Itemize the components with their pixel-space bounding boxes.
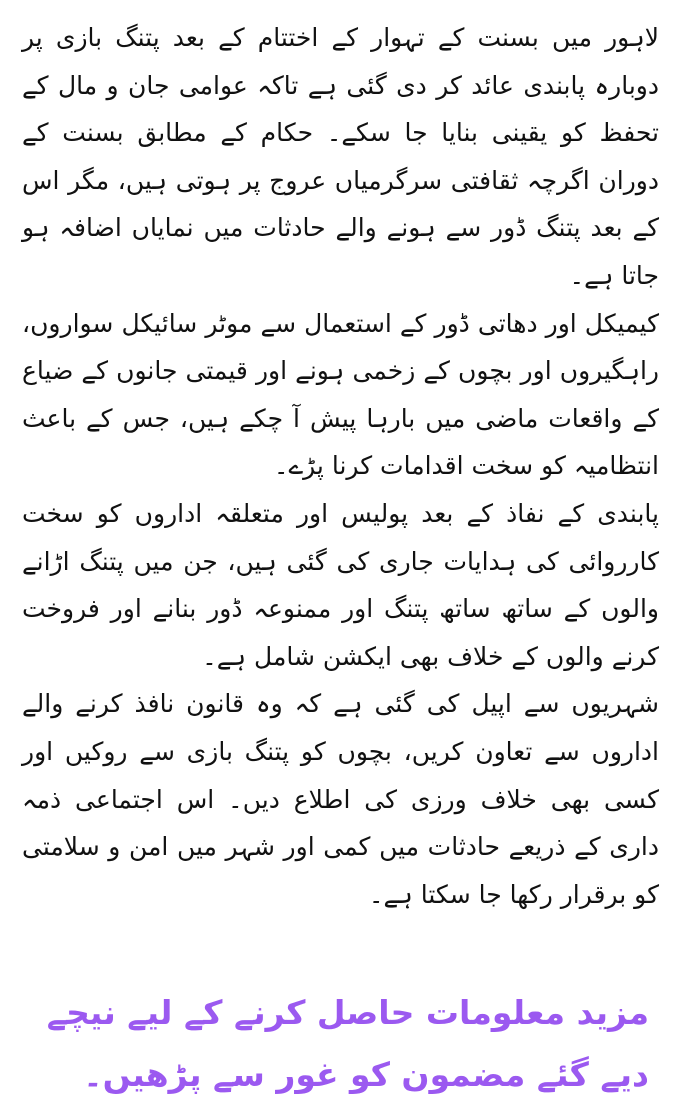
read-more-callout: مزید معلومات حاصل کرنے کے لیے نیچے دیے گئے مضمون کو غور سے پڑھیں۔ [46, 993, 649, 1095]
article-body [22, 14, 659, 918]
article-paragraph-4: شہریوں سے اپیل کی گئی ہے کہ وہ قانون نافذ کرنے والے اداروں سے تعاون کریں، بچوں کو پتنگ بازی سے روکیں اور کسی بھی خلاف ورزی کی اطلاع دیں۔ اس اجتماعی ذمہ داری کے ذریعے حادثات میں کمی اور شہر میں امن و سلامتی کو برقرار رکھا جا سکتا ہے۔ [22, 689, 659, 909]
article-paragraph-3: پابندی کے نفاذ کے بعد پولیس اور متعلقہ اداروں کو سخت کارروائی کی ہدایات جاری کی گئی ہیں، جن میں پتنگ اڑانے والوں کے ساتھ ساتھ پتنگ اور ممنوعہ ڈور بنانے اور فروخت کرنے والوں کے خلاف بھی ایکشن شامل ہے۔ [22, 498, 659, 671]
article-paragraph-2: کیمیکل اور دھاتی ڈور کے استعمال سے موٹر سائیکل سواروں، راہگیروں اور بچوں کے زخمی ہونے اور قیمتی جانوں کے ضیاع کے واقعات ماضی میں بارہا پیش آ چکے ہیں، جس کے باعث انتظامیہ کو سخت اقدامات کرنا پڑے۔ [22, 308, 659, 481]
article-paragraph-1: لاہور میں بسنت کے تہوار کے اختتام کے بعد پتنگ بازی پر دوبارہ پابندی عائد کر دی گئی ہے تاکہ عوامی جان و مال کے تحفظ کو یقینی بنایا جا سکے۔ حکام کے مطابق بسنت کے دوران اگرچہ ثقافتی سرگرمیاں عروج پر ہوتی ہیں، مگر اس کے بعد پتنگ ڈور سے ہونے والے حادثات میں نمایاں اضافہ ہو جاتا ہے۔ [22, 23, 659, 290]
